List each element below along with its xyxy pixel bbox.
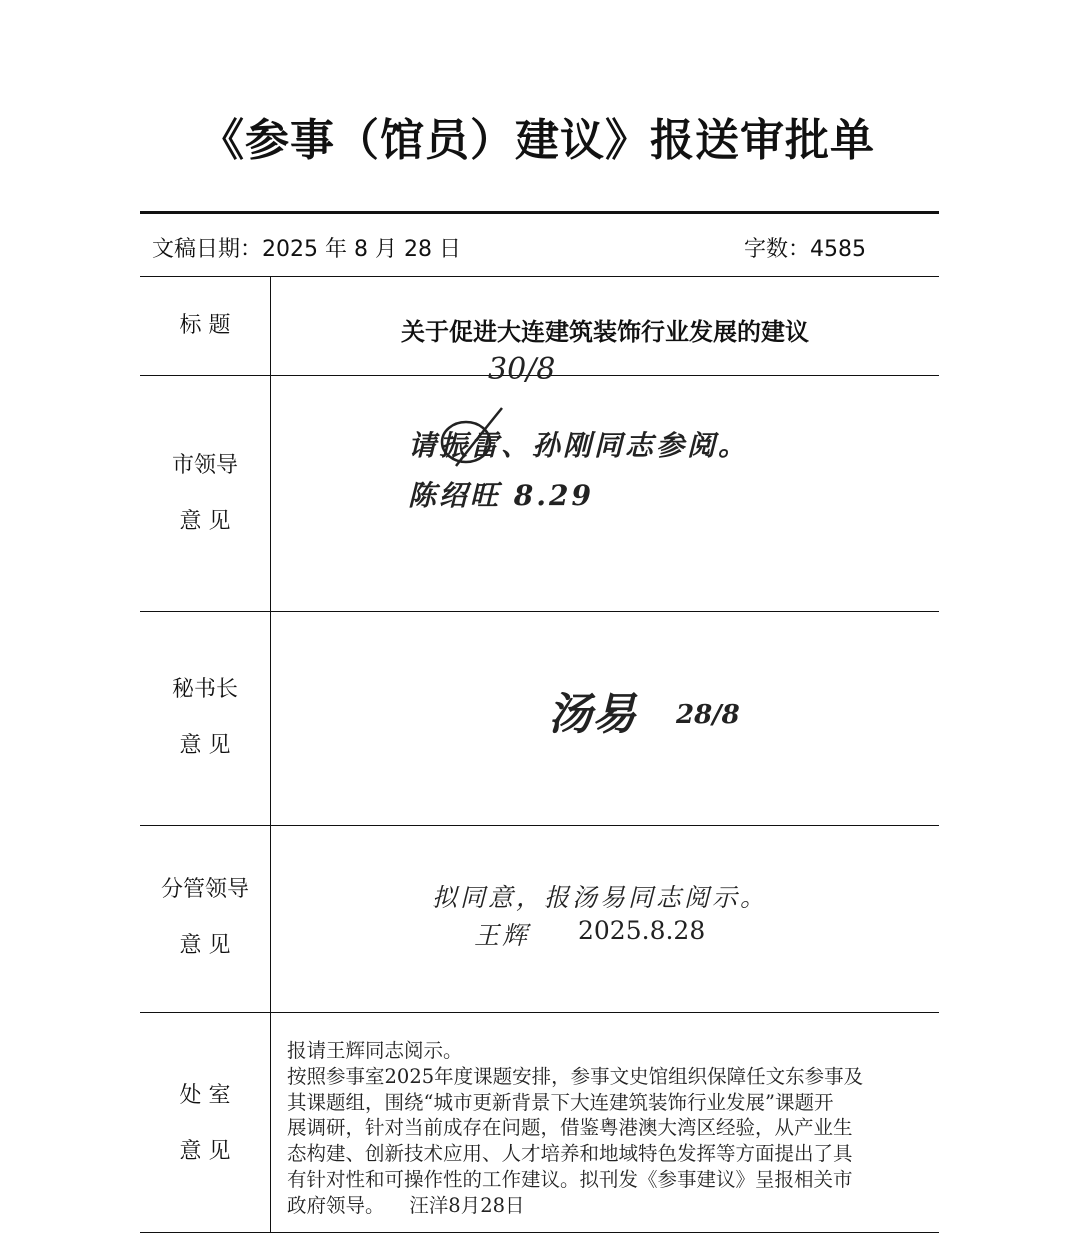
office-opinion-line: 有针对性和可操作性的工作建议。拟刊发《参事建议》呈报相关市	[287, 1167, 853, 1191]
secretary-general-label-2: 意 见	[179, 733, 231, 758]
secretary-general-signature: 汤易	[548, 689, 636, 740]
row-divider	[140, 611, 939, 612]
city-leader-signature: 陈绍旺 8.29	[408, 479, 594, 512]
leader-in-charge-comment: 拟同意，报汤易同志阅示。	[432, 883, 769, 912]
topic-label: 标 题	[179, 313, 231, 338]
leader-in-charge-label-2: 意 见	[179, 933, 231, 958]
bottom-rule	[140, 1232, 939, 1233]
proposal-title: 关于促进大连建筑装饰行业发展的建议	[401, 317, 809, 346]
office-label: 处 室	[179, 1083, 231, 1108]
office-opinion-line: 展调研，针对当前成存在问题，借鉴粤港澳大湾区经验，从产业生	[287, 1116, 853, 1140]
secretary-general-date: 28/8	[676, 700, 740, 730]
document-date: 文稿日期：2025 年 8 月 28 日	[152, 237, 461, 262]
leader-in-charge-signer: 王辉	[474, 921, 531, 950]
office-opinion	[287, 1038, 977, 1219]
office-opinion-line: 态构建、创新技术应用、人才培养和地域特色发挥等方面提出了具	[287, 1142, 853, 1166]
row-divider	[140, 1012, 939, 1013]
handwritten-date-mark: 30/8	[488, 352, 556, 387]
leader-in-charge-date: 2025.8.28	[578, 916, 706, 945]
office-opinion-line: 政府领导。 汪洋8月28日	[287, 1193, 525, 1217]
secretary-general-label: 秘书长	[171, 677, 238, 702]
city-leader-label: 市领导	[171, 453, 238, 478]
row-divider	[140, 276, 939, 277]
column-divider	[270, 276, 271, 1232]
office-opinion-line: 按照参事室2025年度课题安排，参事文史馆组织保障任文东参事及	[287, 1064, 864, 1088]
city-leader-label-2: 意 见	[179, 509, 231, 534]
office-label-2: 意 见	[179, 1139, 231, 1164]
office-opinion-line: 其课题组，围绕“城市更新背景下大连建筑装饰行业发展”课题开	[287, 1090, 834, 1114]
leader-in-charge-label: 分管领导	[160, 877, 249, 902]
city-leader-comment: 请振雷、孙刚同志参阅。	[408, 429, 750, 462]
top-rule	[140, 211, 939, 214]
office-opinion-line: 报请王辉同志阅示。	[287, 1039, 463, 1062]
form-title: 《参事（馆员）建议》报送审批单	[200, 115, 875, 166]
word-count: 字数：4585	[744, 237, 866, 262]
row-divider	[140, 825, 939, 826]
